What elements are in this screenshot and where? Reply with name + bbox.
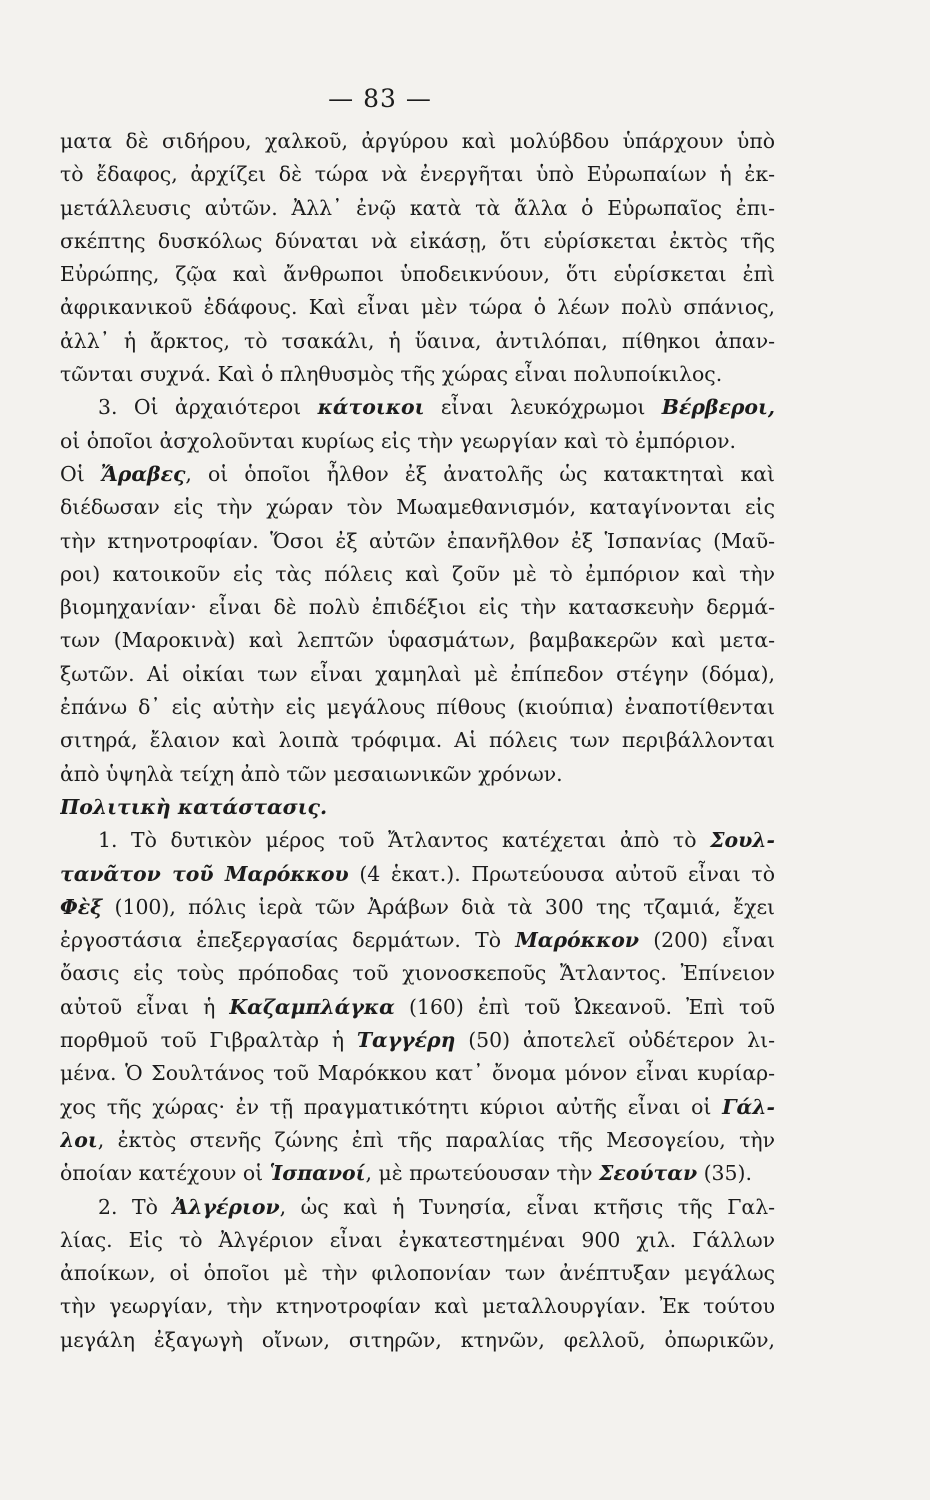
text-line: 2. Τὸ Ἀλγέριον, ὡς καὶ ἡ Τυνησία, εἶναι κτῆσις τῆς Γαλ- [98, 1194, 775, 1219]
page-number: — 83 — [328, 84, 432, 113]
text-line: αὐτοῦ εἶναι ἡ Καζαμπλάγκα (160) ἐπὶ τοῦ Ὠκεανοῦ. Ἐπὶ τοῦ [60, 994, 775, 1019]
text-line: πορθμοῦ τοῦ Γιβραλτὰρ ἡ Ταγγέρη (50) ἀποτελεῖ οὐδέτερον λι- [60, 1028, 775, 1053]
text-line: 1. Τὸ δυτικὸν μέρος τοῦ Ἄτλαντος κατέχεται ἀπὸ τὸ Σουλ- [98, 828, 775, 853]
text-line: ἐργοστάσια ἐπεξεργασίας δερμάτων. Τὸ Μαρόκκον (200) εἶναι [60, 928, 775, 953]
body-text [60, 125, 775, 1357]
text-line: διέδωσαν εἰς τὴν χώραν τὸν Μωαμεθανισμόν, καταγίνονται εἰς [60, 495, 775, 520]
text-line: ροι) κατοικοῦν εἰς τὰς πόλεις καὶ ζοῦν μὲ τὸ ἐμπόριον καὶ τὴν [60, 561, 775, 586]
text-line: Φὲξ (100), πόλις ἱερὰ τῶν Ἀράβων διὰ τὰ 300 της τζαμιά, ἔχει [60, 894, 775, 919]
text-line: ἀπὸ ὑψηλὰ τείχη ἀπὸ τῶν μεσαιωνικῶν χρόνων. [60, 761, 563, 786]
text-line: τῶνται συχνά. Καὶ ὁ πληθυσμὸς τῆς χώρας εἶναι πολυποίκιλος. [60, 362, 723, 387]
text-line: Εὐρώπης, ζῷα καὶ ἄνθρωποι ὑποδεικνύουν, ὅτι εὑρίσκεται ἐπὶ [60, 262, 775, 287]
text-line: σιτηρά, ἔλαιον καὶ λοιπὰ τρόφιμα. Αἱ πόλεις των περιβάλλονται [60, 728, 775, 753]
text-line: ὄασις εἰς τοὺς πρόποδας τοῦ χιονοσκεποῦς Ἄτλαντος. Ἐπίνειον [60, 961, 775, 986]
text-line: μεγάλη ἐξαγωγὴ οἴνων, σιτηρῶν, κτηνῶν, φελλοῦ, ὀπωρικῶν, [60, 1327, 775, 1352]
text-line: οἱ ὁποῖοι ἀσχολοῦνται κυρίως εἰς τὴν γεωργίαν καὶ τὸ ἐμπόριον. [60, 428, 737, 453]
text-line: σκέπτης δυσκόλως δύναται νὰ εἰκάσῃ, ὅτι εὑρίσκεται ἐκτὸς τῆς [60, 228, 775, 253]
text-line: τανᾶτον τοῦ Μαρόκκου (4 ἑκατ.). Πρωτεύουσα αὐτοῦ εἶναι τὸ [60, 861, 775, 886]
text-line: λίας. Εἰς τὸ Ἀλγέριον εἶναι ἐγκατεστημέναι 900 χιλ. Γάλλων [60, 1227, 775, 1252]
text-line: Πολιτικὴ κατάστασις. [60, 794, 328, 819]
text-line: τὴν γεωργίαν, τὴν κτηνοτροφίαν καὶ μεταλλουργίαν. Ἐκ τούτου [60, 1294, 775, 1319]
text-line: ἐπάνω δ᾽ εἰς αὐτὴν εἰς μεγάλους πίθους (κιούπια) ἐναποτίθενται [60, 695, 775, 720]
text-line: ξωτῶν. Αἱ οἰκίαι των εἶναι χαμηλαὶ μὲ ἐπίπεδον στέγην (δόμα), [60, 661, 775, 686]
text-line: Οἱ Ἄραβες, οἱ ὁποῖοι ἦλθον ἐξ ἀνατολῆς ὡς κατακτηταὶ καὶ [60, 461, 775, 486]
text-line: 3. Οἱ ἀρχαιότεροι κάτοικοι εἶναι λευκόχρωμοι Βέρβεροι, [98, 395, 775, 420]
text-line: χος τῆς χώρας· ἐν τῇ πραγματικότητι κύριοι αὐτῆς εἶναι οἱ Γάλ- [60, 1094, 775, 1119]
text-line: ἀλλ᾽ ἡ ἄρκτος, τὸ τσακάλι, ἡ ὕαινα, ἀντιλόπαι, πίθηκοι ἀπαν- [60, 328, 775, 353]
text-line: ἀφρικανικοῦ ἐδάφους. Καὶ εἶναι μὲν τώρα ὁ λέων πολὺ σπάνιος, [60, 295, 775, 320]
text-line: μετάλλευσις αὐτῶν. Ἀλλ᾽ ἐνῷ κατὰ τὰ ἄλλα ὁ Εὐρωπαῖος ἐπι- [60, 195, 775, 220]
text-line: ἀποίκων, οἱ ὁποῖοι μὲ τὴν φιλοπονίαν των ἀνέπτυξαν μεγάλως [60, 1261, 775, 1286]
text-line: των (Μαροκινὰ) καὶ λεπτῶν ὑφασμάτων, βαμβακερῶν καὶ μετα- [60, 628, 775, 653]
text-line: λοι, ἐκτὸς στενῆς ζώνης ἐπὶ τῆς παραλίας τῆς Μεσογείου, τὴν [60, 1127, 775, 1152]
text-line: μένα. Ὁ Σουλτάνος τοῦ Μαρόκκου κατ᾽ ὄνομα μόνον εἶναι κυρίαρ- [60, 1061, 775, 1086]
text-line: ματα δὲ σιδήρου, χαλκοῦ, ἀργύρου καὶ μολύβδου ὑπάρχουν ὑπὸ [60, 129, 775, 153]
text-line: τὸ ἔδαφος, ἀρχίζει δὲ τώρα νὰ ἐνεργῆται ὑπὸ Εὐρωπαίων ἡ ἐκ- [60, 162, 775, 187]
text-line: τὴν κτηνοτροφίαν. Ὅσοι ἐξ αὐτῶν ἐπανῆλθον ἐξ Ἱσπανίας (Μαῦ- [60, 528, 775, 553]
text-line: βιομηχανίαν· εἶναι δὲ πολὺ ἐπιδέξιοι εἰς τὴν κατασκευὴν δερμά- [60, 595, 775, 620]
text-line: ὁποίαν κατέχουν οἱ Ἱσπανοί, μὲ πρωτεύουσαν τὴν Σεούταν (35). [60, 1161, 752, 1186]
